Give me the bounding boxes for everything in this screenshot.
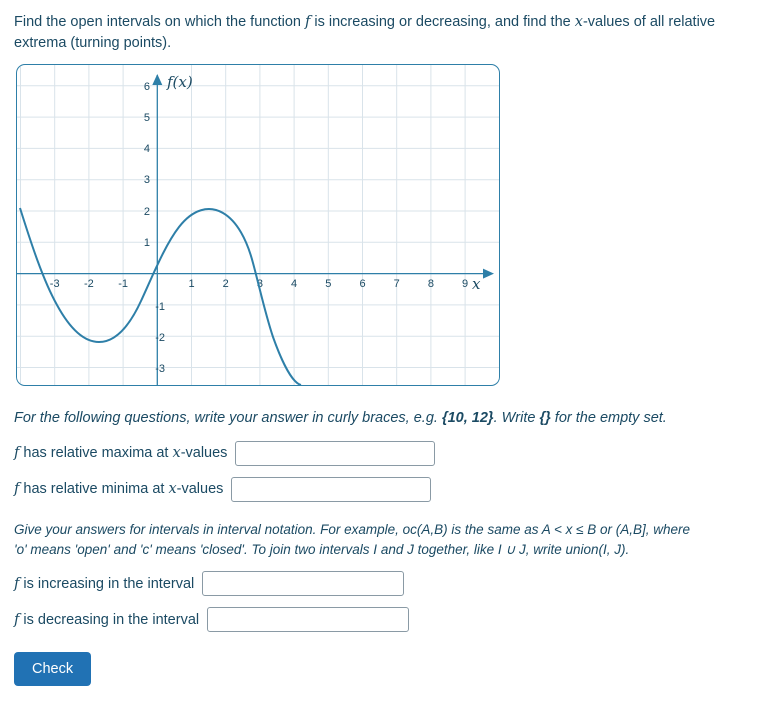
x-tick-9: 9 — [462, 278, 469, 291]
decreasing-label-f: f — [14, 611, 20, 628]
minima-label-x: x — [168, 481, 177, 498]
increasing-label-text: is increasing in the interval — [19, 575, 195, 592]
minima-label-text2: -values — [176, 481, 224, 498]
y-tick--3: -3 — [155, 363, 165, 376]
decreasing-label-text: is decreasing in the interval — [19, 611, 200, 628]
increasing-row — [14, 571, 747, 596]
y-tick-6: 6 — [143, 81, 150, 94]
minima-label-f: f — [14, 481, 20, 498]
curly-note-1: For the following questions, write your answer in curly braces, e.g. — [14, 410, 442, 427]
curly-note-2: . Write — [493, 410, 540, 427]
function-graph — [17, 65, 499, 385]
question-prompt — [14, 12, 747, 54]
maxima-input[interactable] — [235, 441, 435, 466]
grid-vertical — [21, 65, 469, 385]
x-tick-7: 7 — [393, 278, 400, 291]
function-symbol-f: f — [304, 14, 311, 30]
minima-input[interactable] — [231, 477, 431, 502]
interval-note-line-1: Give your answers for intervals in interval notation. For example, oc(A,B) is the same as A < x ≤ B or (A,B], where — [14, 521, 691, 537]
x-tick-3: 3 — [256, 278, 263, 291]
x-axis-label: x — [472, 275, 481, 294]
x-tick--3: -3 — [49, 278, 60, 291]
x-tick--1: -1 — [118, 278, 128, 291]
y-tick--1: -1 — [155, 301, 165, 314]
y-tick-1: 1 — [143, 237, 150, 250]
increasing-label — [14, 576, 194, 592]
x-tick-4: 4 — [291, 278, 298, 291]
check-button[interactable]: Check — [14, 652, 91, 686]
y-tick-3: 3 — [143, 174, 150, 187]
minima-label — [14, 481, 223, 497]
curly-brace-instructions — [14, 408, 747, 430]
x-tick-6: 6 — [359, 278, 366, 291]
graph-container — [16, 64, 500, 386]
y-axis-label: f(x) — [167, 73, 193, 92]
maxima-label — [14, 445, 227, 461]
curly-example: {10, 12} — [441, 410, 494, 427]
y-tick-5: 5 — [143, 112, 150, 125]
x-tick-5: 5 — [325, 278, 332, 291]
decreasing-label — [14, 612, 199, 628]
increasing-label-f: f — [14, 575, 20, 592]
maxima-row — [14, 441, 747, 466]
interval-notation-instructions — [14, 520, 747, 561]
variable-symbol-x: x — [574, 14, 583, 30]
y-tick--2: -2 — [155, 332, 165, 345]
y-tick-2: 2 — [143, 206, 150, 219]
interval-note-line-2: 'o' means 'open' and 'c' means 'closed'. To join two intervals I and J together, like I ∪ J, write union(I, J). — [14, 542, 630, 558]
maxima-label-x: x — [172, 445, 181, 462]
function-curve — [20, 208, 301, 385]
question-text-3: -values of all relative extrema (turning points). — [14, 14, 716, 52]
decreasing-interval-input[interactable] — [207, 607, 409, 632]
y-tick-labels — [144, 81, 165, 375]
question-text-2: is increasing or decreasing, and find the — [310, 14, 575, 30]
maxima-label-f: f — [14, 445, 20, 462]
x-tick--2: -2 — [84, 278, 94, 291]
x-tick-2: 2 — [222, 278, 229, 291]
maxima-label-text2: -values — [180, 445, 228, 462]
maxima-label-text1: has relative maxima at — [19, 445, 173, 462]
x-tick-8: 8 — [427, 278, 434, 291]
question-text-1: Find the open intervals on which the function — [14, 14, 305, 30]
x-tick-1: 1 — [188, 278, 195, 291]
curly-empty-set: {} — [539, 410, 551, 427]
minima-label-text1: has relative minima at — [19, 481, 169, 498]
decreasing-row — [14, 607, 747, 632]
curly-note-3: for the empty set. — [550, 410, 667, 427]
increasing-interval-input[interactable] — [202, 571, 404, 596]
minima-row — [14, 477, 747, 502]
y-tick-4: 4 — [143, 143, 150, 156]
